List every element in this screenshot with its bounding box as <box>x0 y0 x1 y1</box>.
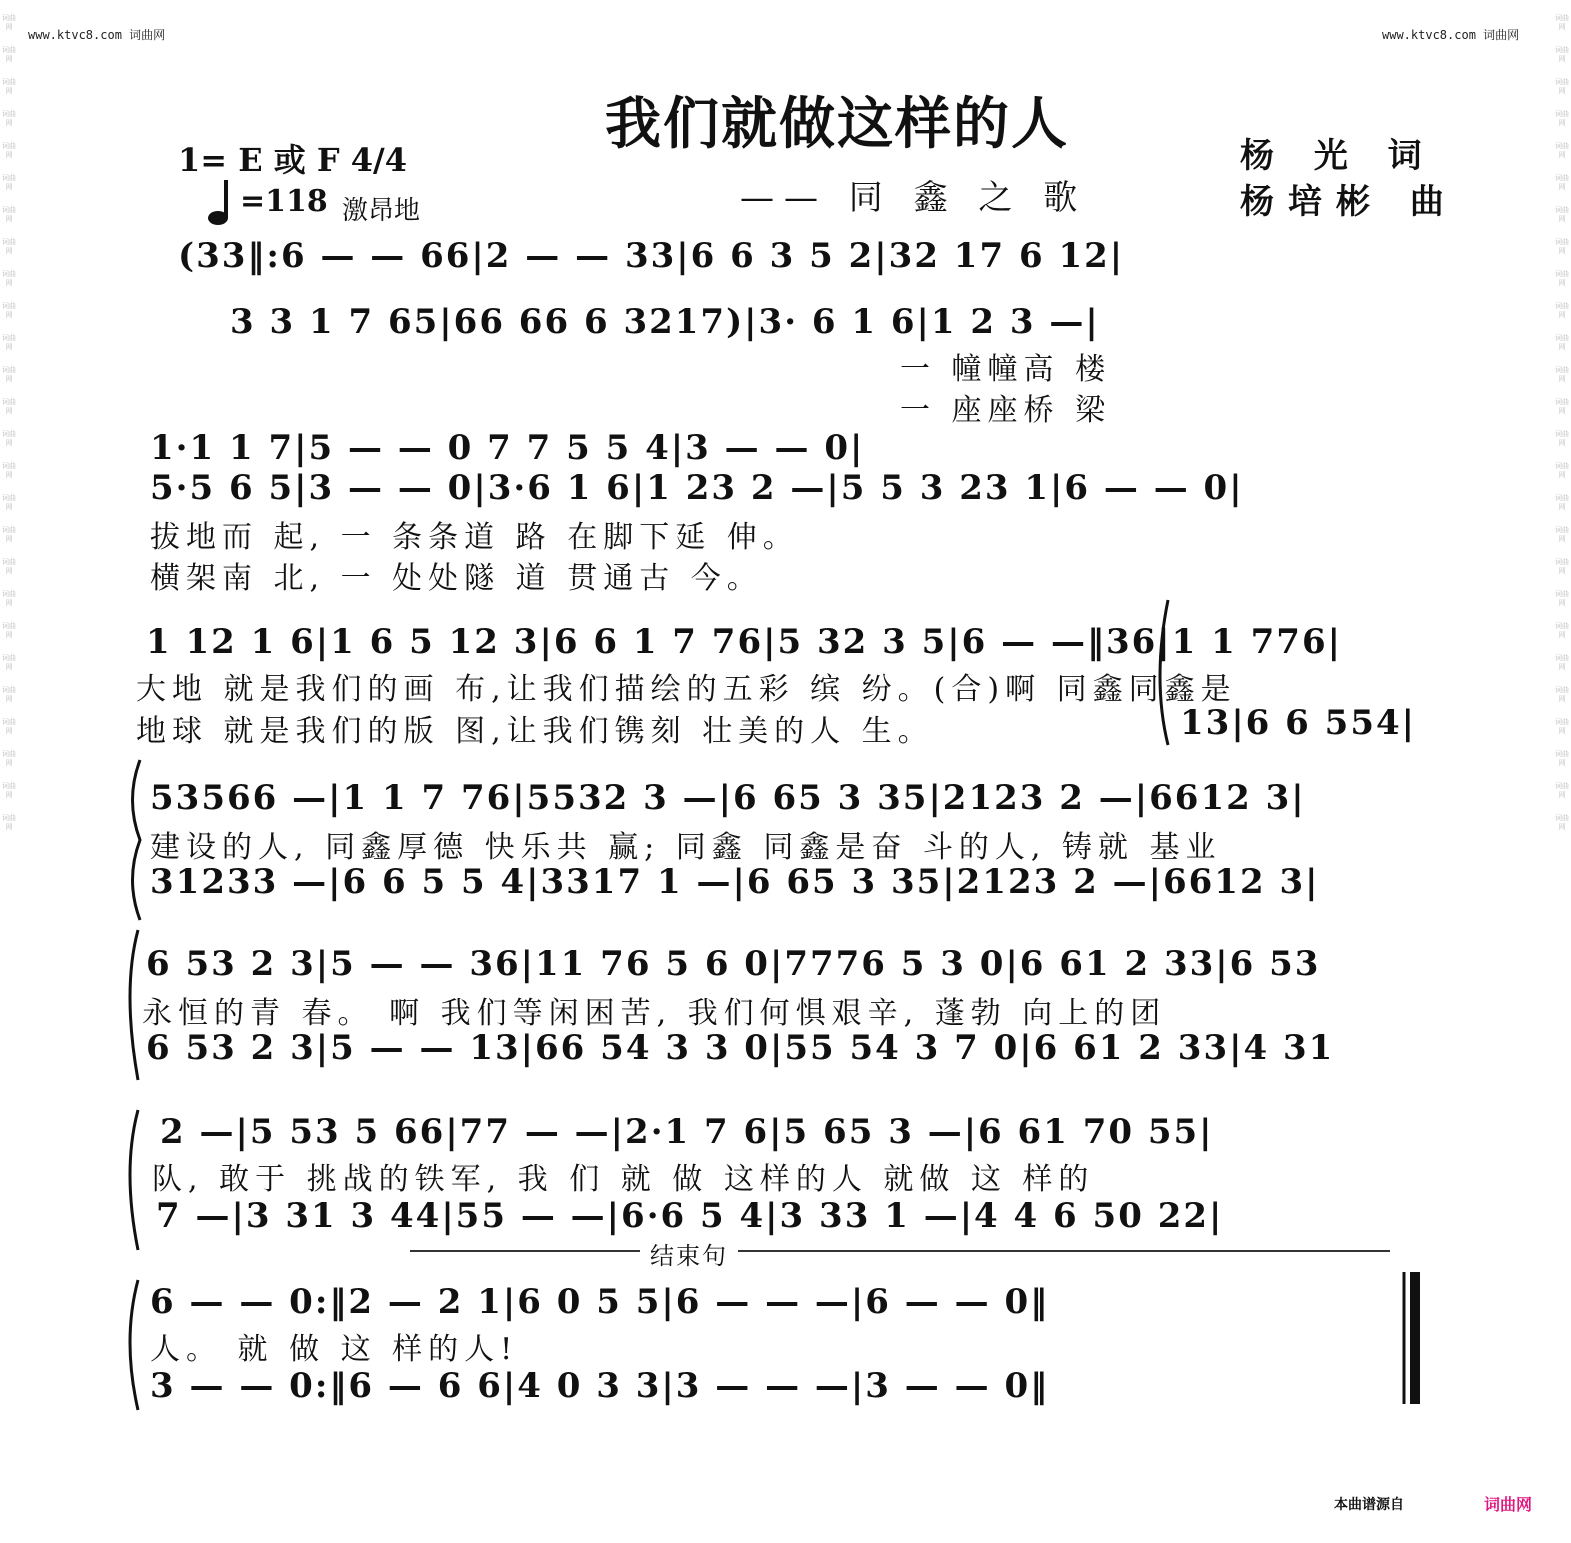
tempo-marking: 激昂地 <box>342 196 421 226</box>
edge-watermark-text: 词曲网 <box>2 462 16 479</box>
edge-watermark-text: 词曲网 <box>2 622 16 639</box>
edge-watermark-text: 词曲网 <box>2 654 16 671</box>
lyric-line-1: 一 幢幢高 楼 <box>900 352 1112 387</box>
edge-watermark-text: 词曲网 <box>2 206 16 223</box>
edge-watermark-text: 词曲网 <box>1555 590 1569 607</box>
score-line-7: 53566 —|1 1 7 76|5532 3 —|6 65 3 35|2123 2 —|6612 3| <box>150 778 1306 818</box>
score-line-11: 2 —|5 53 5 66|77 — —|2·1 7 6|5 65 3 —|6 61 70 55| <box>160 1112 1214 1152</box>
edge-watermark-text: 词曲网 <box>1555 654 1569 671</box>
key-signature: 1= E 或 F 4/4 <box>178 141 407 179</box>
tempo-value: =118 <box>240 184 328 219</box>
edge-watermark-text: 词曲网 <box>2 78 16 95</box>
edge-watermark-text: 词曲网 <box>1555 686 1569 703</box>
lyric-line-4: 横架南 北, 一 处处隧 道 贯通古 今。 <box>150 561 763 596</box>
song-subtitle: —— 同 鑫 之 歌 <box>740 178 1088 218</box>
edge-watermark-text: 词曲网 <box>1555 622 1569 639</box>
lyric-line-3: 拔地而 起, 一 条条道 路 在脚下延 伸。 <box>150 520 799 555</box>
score-line-2: 3 3 1 7 65|66 66 6 3217)|3· 6 1 6|1 2 3 —| <box>230 302 1100 342</box>
edge-watermark-text: 词曲网 <box>1555 110 1569 127</box>
lyric-line-5: 大地 就是我们的画 布,让我们描绘的五彩 缤 纷。(合)啊 同鑫同鑫是 <box>136 672 1237 707</box>
lyric-line-8: 永恒的青 春。 啊 我们等闲困苦, 我们何惧艰辛, 蓬勃 向上的团 <box>142 996 1167 1031</box>
edge-watermark-text: 词曲网 <box>2 366 16 383</box>
edge-watermark-text: 词曲网 <box>2 302 16 319</box>
edge-watermark-text: 词曲网 <box>1555 718 1569 735</box>
edge-watermark-text: 词曲网 <box>1555 398 1569 415</box>
edge-watermark-text: 词曲网 <box>1555 206 1569 223</box>
lyricist-credit: 杨 光 词 <box>1240 136 1436 176</box>
edge-watermark-text: 词曲网 <box>2 398 16 415</box>
source-label: 本曲谱源自 <box>1334 1497 1404 1513</box>
lyric-line-6: 地球 就是我们的版 图,让我们镌刻 壮美的人 生。 <box>136 714 934 749</box>
edge-watermark-text: 词曲网 <box>2 782 16 799</box>
edge-watermark-text: 词曲网 <box>2 590 16 607</box>
edge-watermark-text: 词曲网 <box>1555 782 1569 799</box>
edge-watermark-text: 词曲网 <box>2 110 16 127</box>
edge-watermark-text: 词曲网 <box>1555 302 1569 319</box>
edge-watermark-text: 词曲网 <box>1555 366 1569 383</box>
edge-watermark-text: 词曲网 <box>2 718 16 735</box>
edge-watermark-text: 词曲网 <box>1555 430 1569 447</box>
edge-watermark-text: 词曲网 <box>1555 526 1569 543</box>
lyric-line-9: 队, 敢于 挑战的铁军, 我 们 就 做 这样的人 就做 这 样的 <box>152 1162 1095 1197</box>
edge-watermark-text: 词曲网 <box>1555 238 1569 255</box>
score-line-14: 3 — — 0:‖6 — 6 6|4 0 3 3|3 — — —|3 — — 0‖ <box>150 1366 1050 1406</box>
edge-watermark-text: 词曲网 <box>2 14 16 31</box>
edge-watermark-text: 词曲网 <box>1555 46 1569 63</box>
score-line-9: 6 53 2 3|5 — — 36|11 76 5 6 0|7776 5 3 0|6 61 2 33|6 53 <box>146 944 1321 984</box>
edge-watermark-text: 词曲网 <box>2 238 16 255</box>
edge-watermark-text: 词曲网 <box>1555 142 1569 159</box>
score-line-8: 31233 —|6 6 5 5 4|3317 1 —|6 65 3 35|2123 2 —|6612 3| <box>150 862 1320 902</box>
lyric-line-7: 建设的人, 同鑫厚德 快乐共 赢; 同鑫 同鑫是奋 斗的人, 铸就 基业 <box>150 830 1222 865</box>
edge-watermark-text: 词曲网 <box>1555 270 1569 287</box>
score-line-12: 7 —|3 31 3 44|55 — —|6·6 5 4|3 33 1 —|4 4 6 50 22| <box>156 1196 1224 1236</box>
edge-watermark-text: 词曲网 <box>2 46 16 63</box>
edge-watermark-text: 词曲网 <box>1555 462 1569 479</box>
score-line-4: 5·5 6 5|3 — — 0|3·6 1 6|1 23 2 —|5 5 3 23 1|6 — — 0| <box>150 468 1244 508</box>
ending-label: 结束句 <box>640 1236 738 1271</box>
edge-watermark-text: 词曲网 <box>2 750 16 767</box>
edge-watermark-text: 词曲网 <box>2 270 16 287</box>
lyric-line-10: 人。 就 做 这 样的人! <box>150 1332 519 1367</box>
edge-watermark-text: 词曲网 <box>1555 814 1569 831</box>
edge-watermark-text: 词曲网 <box>1555 494 1569 511</box>
edge-watermark-text: 词曲网 <box>2 174 16 191</box>
edge-watermark-text: 词曲网 <box>1555 334 1569 351</box>
composer-credit: 杨培彬 曲 <box>1240 182 1458 222</box>
watermark-top-left: www.ktvc8.com 词曲网 <box>28 28 166 42</box>
score-line-5: 1 12 1 6|1 6 5 12 3|6 6 1 7 76|5 32 3 5|6 — —‖36|1 1 776| <box>146 622 1342 662</box>
edge-watermark-text: 词曲网 <box>2 814 16 831</box>
edge-watermark-text: 词曲网 <box>2 334 16 351</box>
score-line-13: 6 — — 0:‖2 — 2 1|6 0 5 5|6 — — —|6 — — 0‖ <box>150 1282 1050 1322</box>
score-line-3: 1·1 1 7|5 — — 0 7 7 5 5 4|3 — — 0| <box>150 428 865 468</box>
source-brand-link[interactable]: 词曲网 <box>1484 1495 1533 1514</box>
edge-watermark-text: 词曲网 <box>2 526 16 543</box>
song-title: 我们就做这样的人 <box>605 91 1069 157</box>
score-line-1: (33‖:6 — — 66|2 — — 33|6 6 3 5 2|32 17 6 12| <box>178 236 1125 276</box>
edge-watermark-text: 词曲网 <box>1555 14 1569 31</box>
edge-watermark-text: 词曲网 <box>2 494 16 511</box>
edge-watermark-text: 词曲网 <box>2 142 16 159</box>
edge-watermark-text: 词曲网 <box>1555 174 1569 191</box>
edge-watermark-text: 词曲网 <box>2 686 16 703</box>
edge-watermark-text: 词曲网 <box>1555 78 1569 95</box>
score-line-10: 6 53 2 3|5 — — 13|66 54 3 3 0|55 54 3 7 0|6 61 2 33|4 31 <box>146 1028 1335 1068</box>
edge-watermark-text: 词曲网 <box>2 430 16 447</box>
score-line-6: 13|6 6 554| <box>1180 703 1417 743</box>
edge-watermark-text: 词曲网 <box>1555 558 1569 575</box>
lyric-line-2: 一 座座桥 梁 <box>900 393 1112 428</box>
edge-watermark-text: 词曲网 <box>1555 750 1569 767</box>
edge-watermark-text: 词曲网 <box>2 558 16 575</box>
watermark-top-right: www.ktvc8.com 词曲网 <box>1382 28 1520 42</box>
